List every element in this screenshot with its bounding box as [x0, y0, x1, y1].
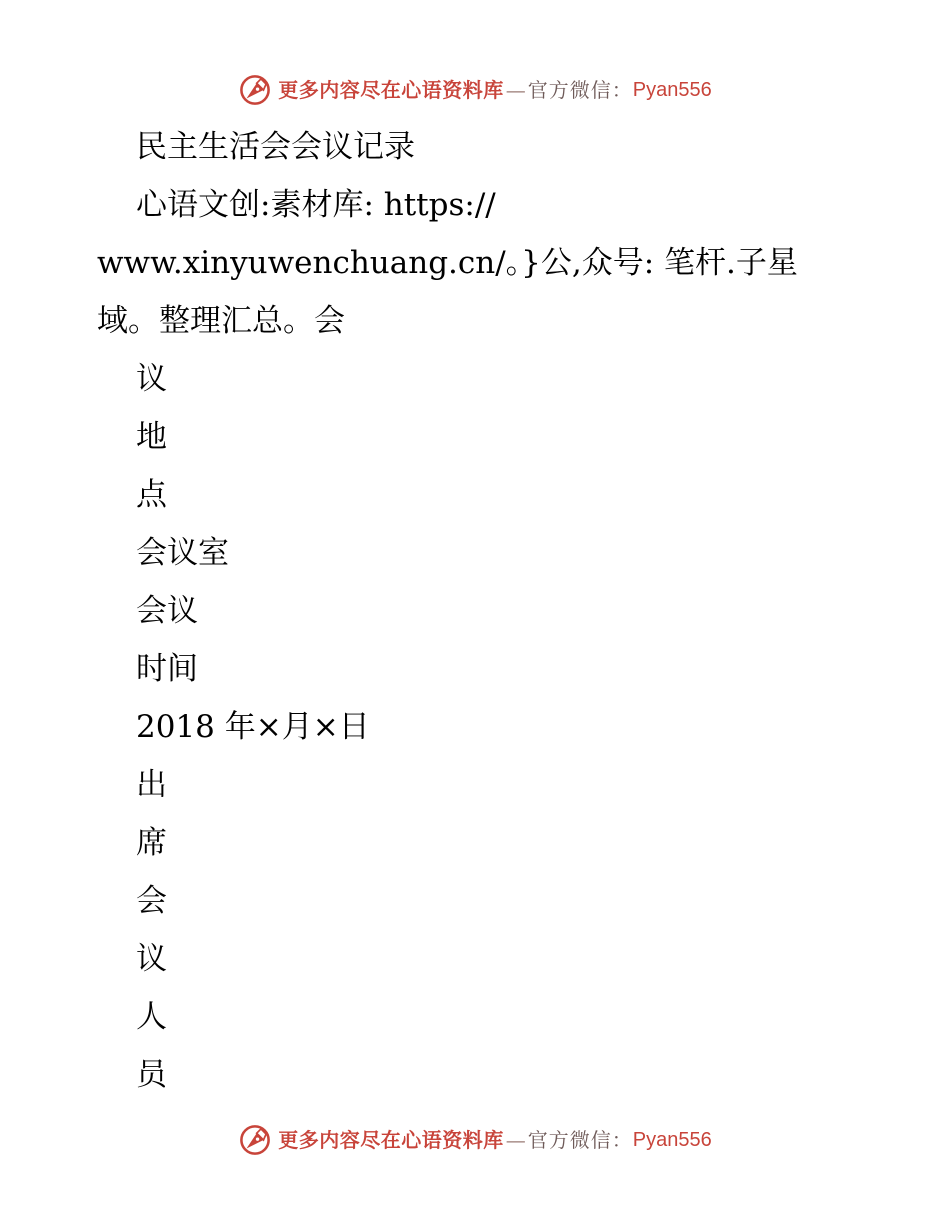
- field-line: 席: [136, 825, 167, 861]
- field-line: 议: [136, 941, 167, 977]
- pen-nib-logo-icon: [238, 73, 272, 107]
- field-line: 人: [136, 999, 167, 1035]
- field-line: 点: [136, 477, 167, 513]
- banner-dash: —: [505, 1128, 526, 1152]
- header-banner: [0, 70, 950, 110]
- field-line: 员: [136, 1057, 167, 1093]
- field-line: 会议: [136, 593, 198, 629]
- pen-nib-logo-icon: [238, 1123, 272, 1157]
- field-line: 会: [136, 883, 167, 919]
- footer-banner: [0, 1120, 950, 1160]
- source-line-1: 心语文创:素材库: https://: [136, 187, 496, 223]
- document-body: [97, 118, 857, 1104]
- banner-wechat-label: 官方微信：: [527, 78, 633, 102]
- banner-main-text: 更多内容尽在心语资料库: [278, 1128, 504, 1152]
- field-line: 会议室: [136, 535, 229, 571]
- source-line-2: www.xinyuwenchuang.cn/。}公,众号: 笔杆.子星: [97, 245, 798, 281]
- field-line: 议: [136, 361, 167, 397]
- field-line: 出: [136, 767, 167, 803]
- meeting-date: 2018 年×月×日: [136, 709, 370, 745]
- banner-main-text: 更多内容尽在心语资料库: [278, 78, 504, 102]
- banner-dash: —: [505, 78, 526, 102]
- field-line: 时间: [136, 651, 198, 687]
- document-title: 民主生活会会议记录: [136, 129, 415, 165]
- field-line: 地: [136, 419, 167, 455]
- banner-wechat-label: 官方微信：: [527, 1128, 633, 1152]
- banner-wechat-id: Pyan556: [632, 1129, 712, 1151]
- source-line-3: 域。整理汇总。会: [97, 303, 345, 339]
- banner-wechat-id: Pyan556: [632, 79, 712, 101]
